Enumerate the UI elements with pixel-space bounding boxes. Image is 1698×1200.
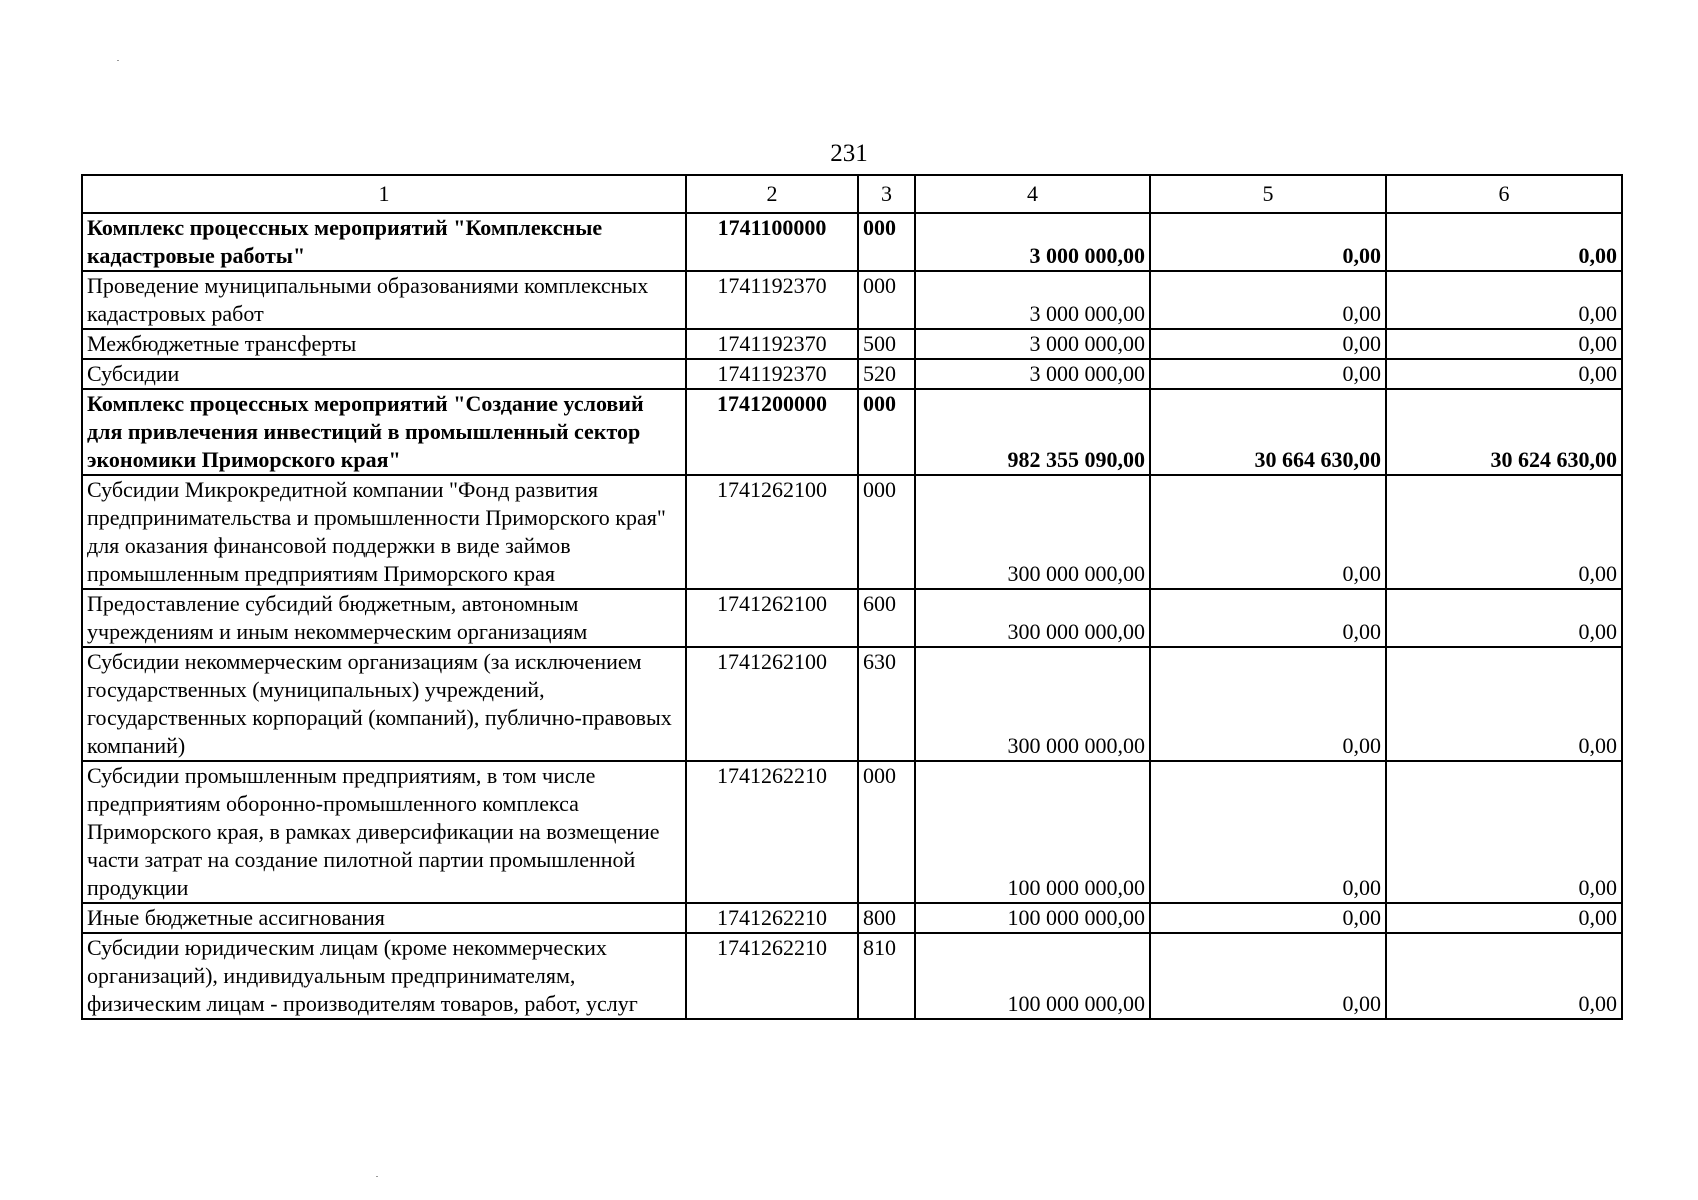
row-name-cell: Субсидии Микрокредитной компании "Фонд развития предпринимательства и промышленности Приморского края" для оказания финансовой поддержки в виде займов промышленным предприятиям Приморского края xyxy=(82,475,686,589)
row-vr-cell: 000 xyxy=(858,475,915,589)
row-value-col6: 0,00 xyxy=(1386,213,1622,271)
row-value-col6: 0,00 xyxy=(1386,475,1622,589)
row-value-col5: 0,00 xyxy=(1150,647,1386,761)
table-row xyxy=(82,271,1622,329)
table-row xyxy=(82,329,1622,359)
table-row xyxy=(82,761,1622,903)
row-value-col6: 0,00 xyxy=(1386,271,1622,329)
row-value-col5: 0,00 xyxy=(1150,589,1386,647)
table-row xyxy=(82,647,1622,761)
row-name-cell: Иные бюджетные ассигнования xyxy=(82,903,686,933)
row-vr-cell: 520 xyxy=(858,359,915,389)
row-value-col4: 100 000 000,00 xyxy=(915,933,1150,1019)
table-row xyxy=(82,389,1622,475)
row-value-col6: 0,00 xyxy=(1386,647,1622,761)
column-header: 6 xyxy=(1386,175,1622,213)
row-code-cell: 1741262210 xyxy=(686,933,858,1019)
row-name-cell: Проведение муниципальными образованиями комплексных кадастровых работ xyxy=(82,271,686,329)
row-name-cell: Предоставление субсидий бюджетным, автономным учреждениям и иным некоммерческим организациям xyxy=(82,589,686,647)
table-row xyxy=(82,213,1622,271)
row-name-cell: Субсидии юридическим лицам (кроме некоммерческих организаций), индивидуальным предпринимателям, физическим лицам - производителям товаров, работ, услуг xyxy=(82,933,686,1019)
row-value-col6: 0,00 xyxy=(1386,329,1622,359)
row-vr-cell: 630 xyxy=(858,647,915,761)
row-value-col5: 0,00 xyxy=(1150,329,1386,359)
row-name-cell: Комплекс процессных мероприятий "Комплексные кадастровые работы" xyxy=(82,213,686,271)
row-vr-cell: 000 xyxy=(858,213,915,271)
row-code-cell: 1741262210 xyxy=(686,903,858,933)
row-value-col4: 300 000 000,00 xyxy=(915,589,1150,647)
row-vr-cell: 000 xyxy=(858,389,915,475)
table-row xyxy=(82,475,1622,589)
row-value-col4: 3 000 000,00 xyxy=(915,329,1150,359)
row-code-cell: 1741100000 xyxy=(686,213,858,271)
row-vr-cell: 800 xyxy=(858,903,915,933)
row-code-cell: 1741262210 xyxy=(686,761,858,903)
row-code-cell: 1741192370 xyxy=(686,359,858,389)
table-row xyxy=(82,933,1622,1019)
budget-table xyxy=(81,174,1623,1020)
table-row xyxy=(82,903,1622,933)
row-name-cell: Субсидии xyxy=(82,359,686,389)
row-value-col6: 0,00 xyxy=(1386,761,1622,903)
row-code-cell: 1741200000 xyxy=(686,389,858,475)
row-value-col4: 300 000 000,00 xyxy=(915,647,1150,761)
row-name-cell: Комплекс процессных мероприятий "Создание условий для привлечения инвестиций в промышленный сектор экономики Приморского края" xyxy=(82,389,686,475)
row-name-cell: Субсидии промышленным предприятиям, в том числе предприятиям оборонно-промышленного комплекса Приморского края, в рамках диверсификации на возмещение части затрат на создание пилотной партии промышленной продукции xyxy=(82,761,686,903)
row-value-col5: 0,00 xyxy=(1150,903,1386,933)
row-vr-cell: 810 xyxy=(858,933,915,1019)
row-value-col4: 3 000 000,00 xyxy=(915,271,1150,329)
column-header: 4 xyxy=(915,175,1150,213)
row-value-col6: 0,00 xyxy=(1386,589,1622,647)
row-code-cell: 1741262100 xyxy=(686,647,858,761)
row-value-col4: 300 000 000,00 xyxy=(915,475,1150,589)
table-row xyxy=(82,589,1622,647)
row-vr-cell: 000 xyxy=(858,271,915,329)
row-value-col6: 0,00 xyxy=(1386,933,1622,1019)
row-value-col5: 0,00 xyxy=(1150,761,1386,903)
row-code-cell: 1741262100 xyxy=(686,475,858,589)
row-value-col5: 0,00 xyxy=(1150,359,1386,389)
row-value-col5: 30 664 630,00 xyxy=(1150,389,1386,475)
row-code-cell: 1741262100 xyxy=(686,589,858,647)
page-number: 231 xyxy=(830,140,868,167)
table-row xyxy=(82,359,1622,389)
row-value-col4: 982 355 090,00 xyxy=(915,389,1150,475)
row-value-col5: 0,00 xyxy=(1150,213,1386,271)
row-code-cell: 1741192370 xyxy=(686,271,858,329)
row-value-col4: 100 000 000,00 xyxy=(915,903,1150,933)
column-header: 2 xyxy=(686,175,858,213)
column-header: 3 xyxy=(858,175,915,213)
row-name-cell: Субсидии некоммерческим организациям (за исключением государственных (муниципальных) учреждений, государственных корпораций (компаний), публично-правовых компаний) xyxy=(82,647,686,761)
row-vr-cell: 500 xyxy=(858,329,915,359)
column-header: 5 xyxy=(1150,175,1386,213)
scan-speck xyxy=(376,1176,378,1177)
row-vr-cell: 000 xyxy=(858,761,915,903)
row-value-col6: 0,00 xyxy=(1386,359,1622,389)
column-header: 1 xyxy=(82,175,686,213)
scan-speck xyxy=(117,60,119,61)
row-value-col4: 100 000 000,00 xyxy=(915,761,1150,903)
row-value-col5: 0,00 xyxy=(1150,271,1386,329)
row-code-cell: 1741192370 xyxy=(686,329,858,359)
table-header-row xyxy=(82,175,1622,213)
row-value-col6: 0,00 xyxy=(1386,903,1622,933)
row-value-col5: 0,00 xyxy=(1150,933,1386,1019)
row-value-col5: 0,00 xyxy=(1150,475,1386,589)
row-value-col6: 30 624 630,00 xyxy=(1386,389,1622,475)
row-name-cell: Межбюджетные трансферты xyxy=(82,329,686,359)
row-value-col4: 3 000 000,00 xyxy=(915,213,1150,271)
row-value-col4: 3 000 000,00 xyxy=(915,359,1150,389)
row-vr-cell: 600 xyxy=(858,589,915,647)
